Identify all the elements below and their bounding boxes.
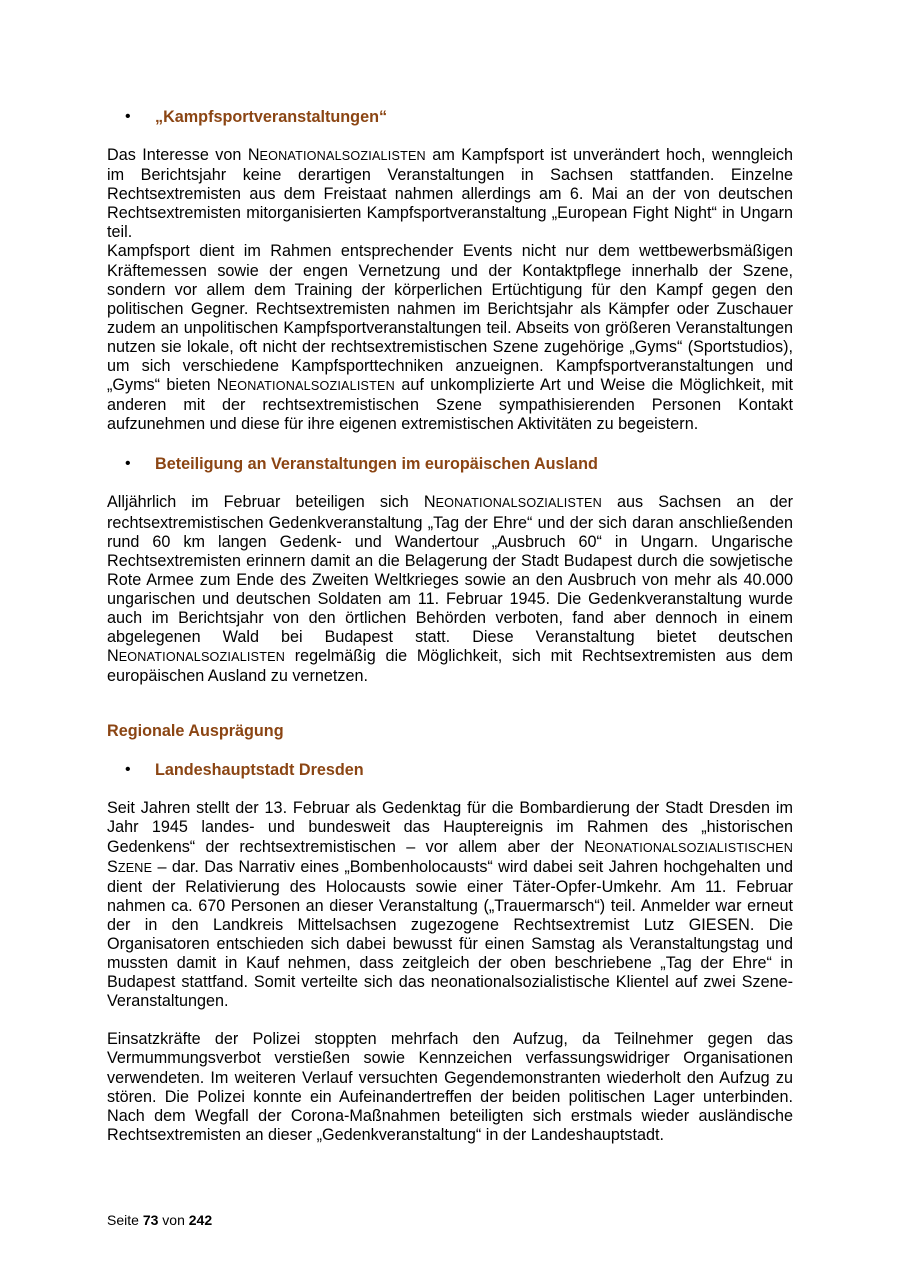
bullet-heading-kampfsport xyxy=(107,104,793,130)
page-content xyxy=(107,104,793,1145)
paragraph-dresden: Seit Jahren stellt der 13. Februar als Gedenktag für die Bombardierung der Stadt Dresden im Jahr 1945 landes- und bundesweit das Hauptereignis im Rahmen des „historischen Gedenkens“ der rechtsextremistischen – vor allem aber der NEONATIONALSOZIALISTISCHEN SZENE – dar. Das Narrativ eines „Bombenholocausts“ wird dabei seit Jahren hochgehalten und dient der Relativierung des Holocausts sowie einer Täter-Opfer-Umkehr. Am 11. Februar nahmen ca. 670 Personen an dieser Veranstaltung („Trauermarsch“) teil. Anmelder war erneut der in den Landkreis Mittelsachsen zugezogene Rechtsextremist Lutz GIESEN. Die Organisatoren entschieden sich dabei bewusst für einen Samstag als Veranstaltungstag und mussten damit in Kauf nehmen, dass zeitgleich der oben beschriebene „Tag der Ehre“ in Budapest stattfand. Somit verteilte sich das neonationalsozialistische Klientel auf zwei Szene-Veranstaltungen. xyxy=(107,799,793,1011)
bullet-icon: • xyxy=(125,455,131,473)
section-heading-regional: Regionale Ausprägung xyxy=(107,722,284,741)
bullet-icon: • xyxy=(125,108,131,125)
bullet-heading-dresden xyxy=(107,757,793,783)
paragraph-tag-der-ehre: Alljährlich im Februar beteiligen sich NEONATIONALSOZIALISTEN aus Sachsen an der rechtsextremistischen Gedenkveranstaltung „Tag der Ehre“ und der sich daran anschließenden rund 60 km langen Gedenk- und Wandertour „Ausbruch 60“ in Ungarn. Ungarische Rechtsextremisten erinnern damit an die Belagerung der Stadt Budapest durch die sowjetische Rote Armee zum Ende des Zweiten Weltkrieges sowie an den Ausbruch von mehr als 40.000 ungarischen und deutschen Soldaten am 11. Februar 1945. Die Gedenkveranstaltung wurde auch im Berichtsjahr von den örtlichen Behörden verboten, fand aber dennoch in einem abgelegenen Wald bei Budapest statt. Diese Veranstaltung bietet deutschen NEONATIONALSOZIALISTEN regelmäßig die Möglichkeit, sich mit Rechtsextremisten aus dem europäischen Ausland zu vernetzen. xyxy=(107,493,793,686)
paragraph-interest: Das Interesse von NEONATIONALSOZIALISTEN am Kampfsport ist unverändert hoch, wenngleich im Berichtsjahr keine derartigen Veranstaltungen in Sachsen stattfanden. Einzelne Rechtsextremisten aus dem Freistaat nahmen allerdings am 6. Mai an der von deutschen Rechtsextremisten mitorganisierten Kampfsportveranstaltung „European Fight Night“ in Ungarn teil. xyxy=(107,146,794,242)
page-number: 73 xyxy=(142,1212,159,1228)
paragraph-polizei: Einsatzkräfte der Polizei stoppten mehrfach den Aufzug, da Teilnehmer gegen das Vermummungsverbot verstießen sowie Kennzeichen verfassungswidriger Organisationen verwendeten. Im weiteren Verlauf versuchten Gegendemonstranten wiederholt den Aufzug zu stören. Die Polizei konnte ein Aufeinandertreffen der beiden politischen Lager unterbinden. Nach dem Wegfall der Corona-Maßnahmen beteiligten sich erstmals wieder ausländische Rechtsextremisten an dieser „Gedenkveranstaltung“ in der Landeshauptstadt. xyxy=(107,1030,793,1144)
bullet-icon: • xyxy=(125,761,131,779)
page-total: 242 xyxy=(188,1212,213,1228)
heading-text: Landeshauptstadt Dresden xyxy=(155,761,364,780)
bullet-heading-ausland xyxy=(107,451,793,477)
heading-text: Beteiligung an Veranstaltungen im europäischen Ausland xyxy=(155,455,598,474)
heading-text: „Kampfsportveranstaltungen“ xyxy=(155,108,388,126)
paragraph-kampfsport-events: Kampfsport dient im Rahmen entsprechender Events nicht nur dem wettbewerbsmäßigen Kräftemessen sowie der engen Vernetzung und der Kontaktpflege innerhalb der Szene, sondern vor allem dem Training der körperlichen Ertüchtigung für den Kampf gegen den politischen Gegner. Rechtsextremisten nahmen im Berichtsjahr als Kämpfer oder Zuschauer zudem an unpolitischen Kampfsportveranstaltungen teil. Abseits von größeren Veranstaltungen nutzen sie lokale, oft nicht der rechtsextremistischen Szene zugehörige „Gyms“ (Sportstudios), um sich verschiedene Kampfsporttechniken anzueignen. Kampfsportveranstaltungen und „Gyms“ bieten NEONATIONALSOZIALISTEN auf unkomplizierte Art und Weise die Möglichkeit, mit anderen mit der rechtsextremistischen Szene sympathisierenden Personen Kontakt aufzunehmen und diese für ihre eigenen extremistischen Aktivitäten zu begeistern. xyxy=(107,242,793,434)
page-footer: Seite 73 von 242 xyxy=(107,1212,213,1228)
